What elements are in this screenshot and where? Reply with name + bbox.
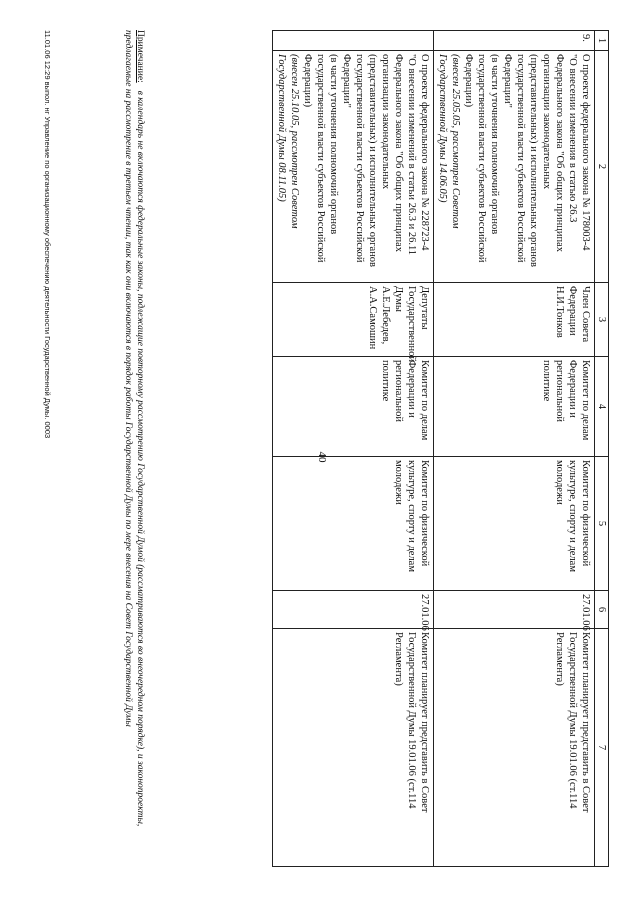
page-footer: 11.01.06 12:29 выпол. нг Управление по организационному обеспечению деятельности Государственной Думы. 0003	[43, 30, 52, 439]
table-row	[433, 31, 594, 867]
header-row	[594, 31, 608, 867]
column-header: 4	[594, 357, 608, 457]
column-header: 2	[594, 51, 608, 283]
bill-title: "О внесении изменений в статьи 26.3 и 26.11 Федерального закона "Об общих принципах организации законодательных (представительных) и исполнительных органов государственной власти субъектов Российской Федерации"	[340, 54, 417, 268]
column-header: 6	[594, 591, 608, 629]
profile-committee-cell: Комитет по делам Федерации и региональной политике	[433, 357, 594, 457]
author-cell: Депутаты Государственной Думы А.Е.Лебедев, А.А.Самошин	[272, 283, 433, 357]
plan-cell: Комитет планирует представить в Совет Государственной Думы 19.01.06 (ст.114 Регламента)	[272, 629, 433, 867]
author-cell: Член Совета Федерации Н.И.Тонков	[433, 283, 594, 357]
co-committee-cell: Комитет по физической культуре, спорту и делам молодежи	[272, 457, 433, 591]
note-text: в календарь не включаются федеральные законы, подлежащие повторному рассмотрению Государственной Думой (рассматриваются во внеочередном порядке), и законопроекты, предлагаемые на рассмотрение в третьем чтении, так как они включаются в порядок работы Государственной Думы по мере внесения на Совет Государственной Думы	[123, 30, 145, 827]
agenda-table	[272, 30, 609, 867]
bill-intro: О проекте федерального закона № 178003-4	[579, 54, 591, 251]
rotated-page	[25, 20, 615, 880]
column-header: 1	[594, 31, 608, 51]
table-row	[272, 31, 433, 867]
bill-history: (внесен 25.10.05, рассмотрен Советом Государственной Думы 08.11.05)	[275, 54, 300, 229]
row-number: 9.	[433, 31, 594, 51]
bill-scope: (в части уточнения полномочий органов государственной власти субъектов Российской Федерации)	[462, 54, 500, 263]
page-number: 40	[316, 451, 328, 463]
bill-cell	[433, 51, 594, 283]
column-header: 7	[594, 629, 608, 867]
bill-history: (внесен 25.05.05, рассмотрен Советом Государственной Думы 14.06.05)	[436, 54, 461, 229]
date-cell: 27.01.06	[433, 591, 594, 629]
bill-scope: (в части уточнения полномочий органов государственной власти субъектов Российской Федерации)	[301, 54, 339, 263]
profile-committee-cell: Комитет по делам Федерации и региональной политике	[272, 357, 433, 457]
row-number	[272, 31, 433, 51]
note-label: Примечание:	[135, 30, 145, 83]
bill-intro: О проекте федерального закона № 228723-4	[418, 54, 430, 251]
date-cell: 27.01.06	[272, 591, 433, 629]
co-committee-cell: Комитет по физической культуре, спорту и делам молодежи	[433, 457, 594, 591]
column-header: 5	[594, 457, 608, 591]
bill-title: "О внесении изменения в статью 26.3 Федерального закона "Об общих принципах организации законодательных (представительных) и исполнительных органов государственной власти субъектов Российской Федерации"	[501, 54, 578, 268]
plan-cell: Комитет планирует представить в Совет Государственной Думы 19.01.06 (ст.114 Регламента)	[433, 629, 594, 867]
footnote	[121, 30, 145, 866]
bill-cell	[272, 51, 433, 283]
column-header: 3	[594, 283, 608, 357]
